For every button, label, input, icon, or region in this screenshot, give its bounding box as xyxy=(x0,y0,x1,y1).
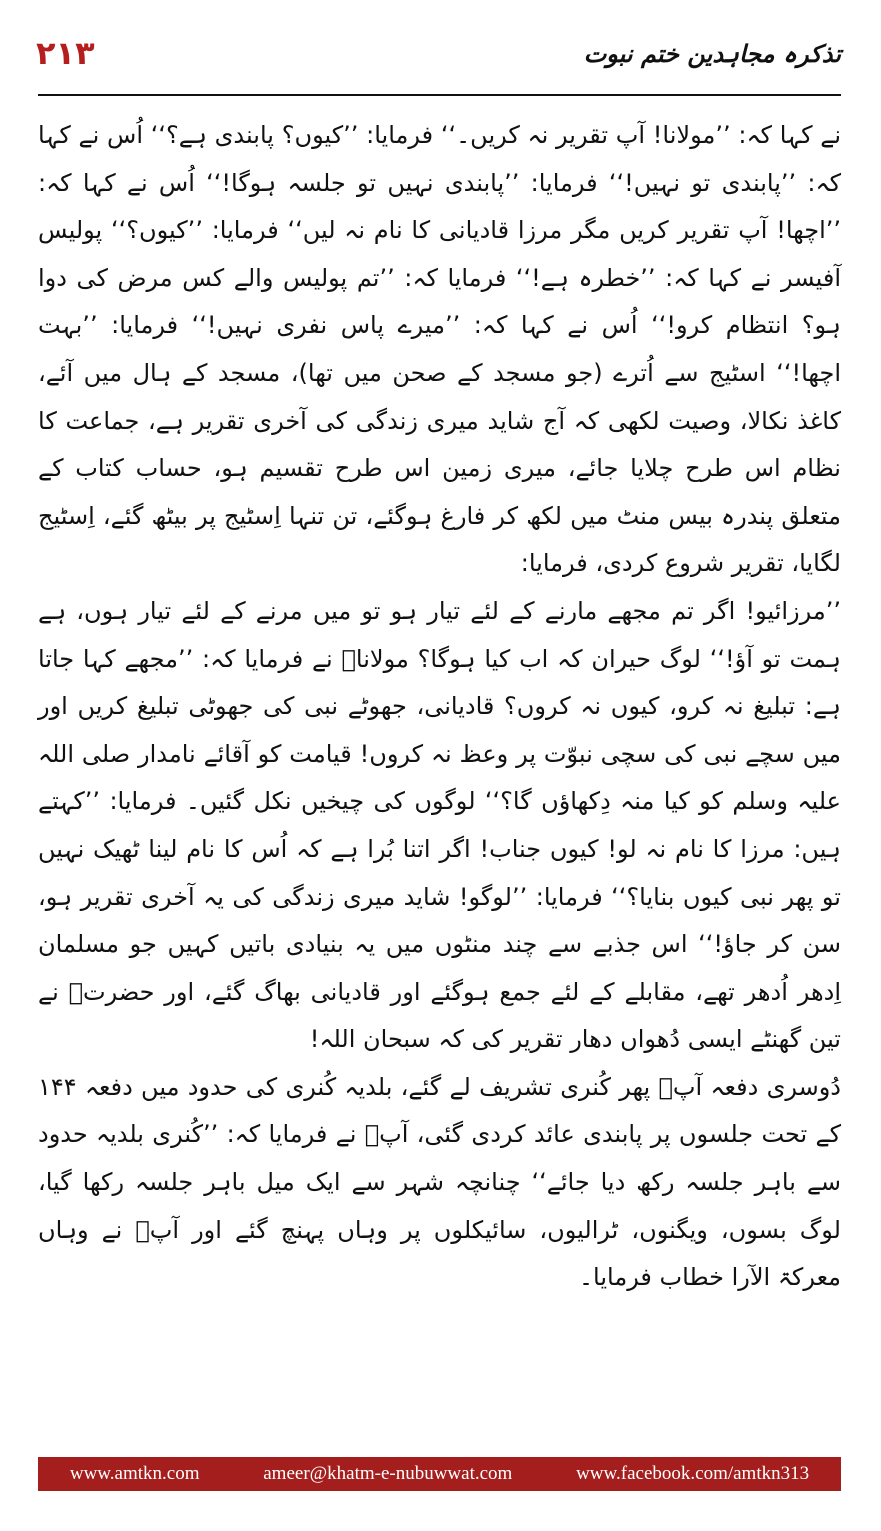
footer-email-link[interactable]: ameer@khatm-e-nubuwwat.com xyxy=(263,1463,513,1484)
book-title: تذکرہ مجاہدین ختم نبوت xyxy=(583,40,841,68)
paragraph-2: ’’مرزائیو! اگر تم مجھے مارنے کے لئے تیار ہو تو میں مرنے کے لئے تیار ہوں، ہے ہمت تو آؤ!‘‘ لوگ حیران کہ اب کیا ہوگا؟ مولاناؒ نے فرمایا کہ: ’’مجھے کہا جاتا ہے: تبلیغ نہ کرو، کیوں نہ کروں؟ قادیانی، جھوٹے نبی کی جھوٹی تبلیغ کریں اور میں سچے نبی کی سچی نبوّت پر وعظ نہ کروں! قیامت کو آقائے نامدار صلی اللہ علیہ وسلم کو کیا منہ دِکھاؤں گا؟‘‘ لوگوں کی چیخیں نکل گئیں۔ فرمایا: ’’کہتے ہیں: مرزا کا نام نہ لو! کیوں جناب! اگر اتنا بُرا ہے کہ اُس کا نام لینا ٹھیک نہیں تو پھر نبی کیوں بنایا؟‘‘ فرمایا: ’’لوگو! شاید میری زندگی کی یہ آخری تقریر ہو، سن کر جاؤ!‘‘ اس جذبے سے چند منٹوں میں یہ بنیادی باتیں کہیں جو مسلمان اِدھر اُدھر تھے، مقابلے کے لئے جمع ہوگئے اور قادیانی بھاگ گئے، اور حضرتؒ نے تین گھنٹے ایسی دُھواں دھار تقریر کی کہ سبحان اللہ! xyxy=(38,596,841,1054)
paragraph-3: دُوسری دفعہ آپؒ پھر کُنری تشریف لے گئے، بلدیہ کُنری کی حدود میں دفعہ ۱۴۴ کے تحت جلسوں پر پابندی عائد کردی گئی، آپؒ نے فرمایا کہ: ’’کُنری بلدیہ حدود سے باہر جلسہ رکھ دیا جائے‘‘ چنانچہ شہر سے ایک میل باہر جلسہ رکھا گیا، لوگ بسوں، ویگنوں، ٹرالیوں، سائیکلوں پر وہاں پہنچ گئے اور آپؒ نے وہاں معرکۃ الآرا خطاب فرمایا۔ xyxy=(38,1072,841,1292)
paragraph-1: نے کہا کہ: ’’مولانا! آپ تقریر نہ کریں۔‘‘ فرمایا: ’’کیوں؟ پابندی ہے؟‘‘ اُس نے کہا کہ: ’’پابندی تو نہیں!‘‘ فرمایا: ’’پابندی نہیں تو جلسہ ہوگا!‘‘ اُس نے کہا کہ: ’’اچھا! آپ تقریر کریں مگر مرزا قادیانی کا نام نہ لیں‘‘ فرمایا: ’’کیوں؟‘‘ پولیس آفیسر نے کہا کہ: ’’خطرہ ہے!‘‘ فرمایا کہ: ’’تم پولیس والے کس مرض کی دوا ہو؟ انتظام کرو!‘‘ اُس نے کہا کہ: ’’میرے پاس نفری نہیں!‘‘ فرمایا: ’’بہت اچھا!‘‘ اسٹیج سے اُترے (جو مسجد کے صحن میں تھا)، مسجد کے ہال میں آئے، کاغذ نکالا، وصیت لکھی کہ آج شاید میری زندگی کی آخری تقریر ہے، جماعت کا نظام اس طرح چلایا جائے، میری زمین اس طرح تقسیم ہو، حساب کتاب کے متعلق پندرہ بیس منٹ میں لکھ کر فارغ ہوگئے، تن تنہا اِسٹیج پر بیٹھ گئے، اِسٹیج لگایا، تقریر شروع کردی، فرمایا: xyxy=(38,121,842,578)
page-body xyxy=(38,112,841,1302)
header-divider xyxy=(38,94,841,96)
footer-facebook-link[interactable]: www.facebook.com/amtkn313 xyxy=(576,1463,810,1484)
footer-website-link[interactable]: www.amtkn.com xyxy=(69,1463,200,1484)
page-number: ۲۱۳ xyxy=(36,34,95,72)
footer-bar xyxy=(38,1457,841,1491)
